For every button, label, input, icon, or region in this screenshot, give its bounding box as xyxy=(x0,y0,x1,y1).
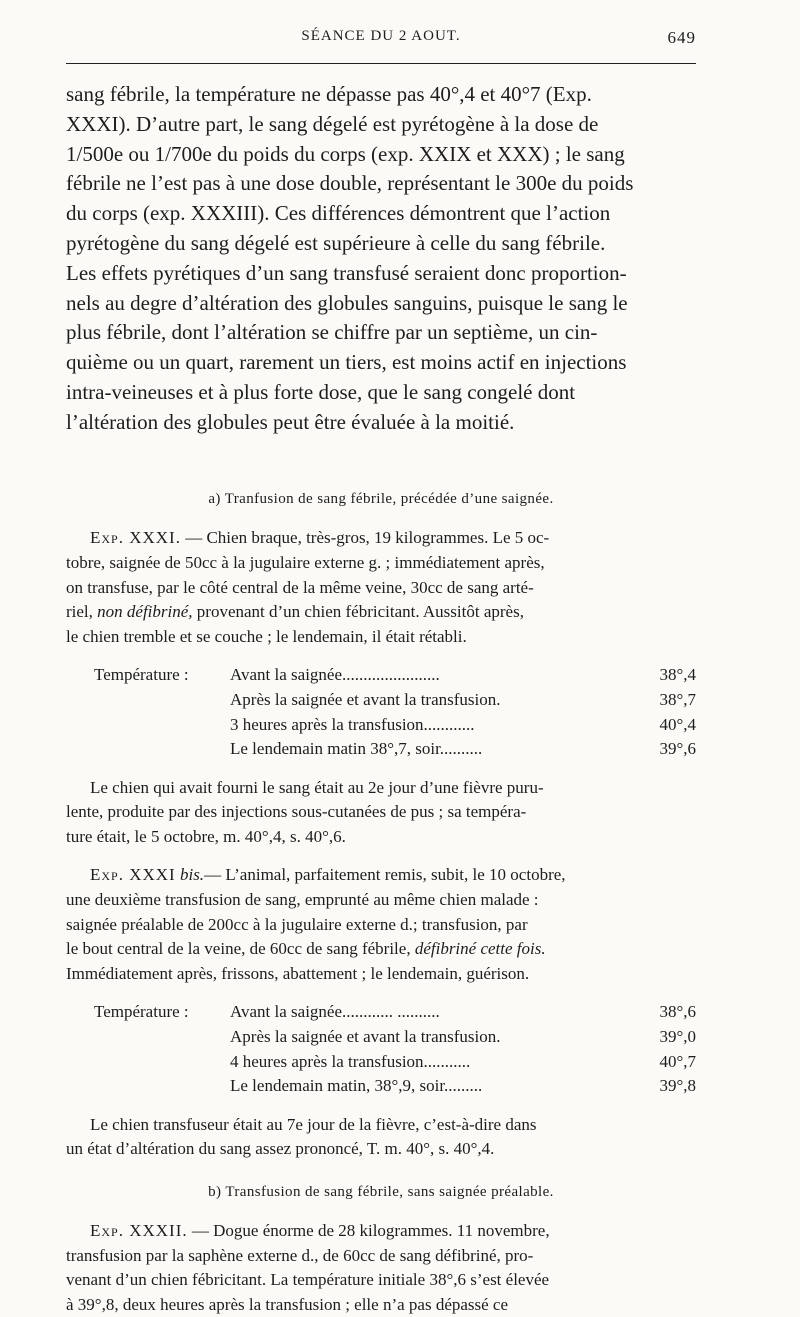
temperature-value: 38°,7 xyxy=(659,689,696,709)
temperature-value: 38°,4 xyxy=(659,665,696,685)
temperature-value: 40°,7 xyxy=(659,1051,696,1071)
exp-32-paragraph xyxy=(66,1219,696,1317)
text-line: Le chien transfuseur était au 7e jour de la fièvre, c’est-à-dire dans xyxy=(90,1114,537,1134)
temperature-heading: Température : xyxy=(94,1002,189,1022)
text-line: plus fébrile, dont l’altération se chiffre par un septième, un cin- xyxy=(66,320,598,345)
text-line: pyrétogène du sang dégelé est supérieure à celle du sang fébrile. xyxy=(66,230,606,255)
text-line: un état d’altération du sang assez prononcé, T. m. 40°, s. 40°,4. xyxy=(66,1139,495,1159)
italic-span: défibriné cette fois. xyxy=(414,939,546,959)
text-line xyxy=(66,863,696,888)
text-line xyxy=(66,526,696,551)
exp-31-paragraph xyxy=(66,526,696,649)
temperature-value: 40°,4 xyxy=(659,714,696,734)
text-line: Les effets pyrétiques d’un sang transfusé seraient donc proportion- xyxy=(66,260,627,285)
text-line: quième ou un quart, rarement un tiers, est moins actif en injections xyxy=(66,350,627,375)
text-line: sang fébrile, la température ne dépasse pas 40°,4 et 40°7 (Exp. xyxy=(66,82,592,106)
text-line xyxy=(66,1219,696,1244)
text-span: provenant d’un chien fébricitant. Aussitôt après, xyxy=(192,602,524,622)
exp-label: Exp. XXXI xyxy=(90,865,176,885)
header-rule xyxy=(66,63,696,64)
text-line xyxy=(66,600,696,625)
text-line xyxy=(66,937,696,962)
temperature-heading-spacer xyxy=(66,688,230,713)
temperature-table xyxy=(66,1000,696,1098)
temperature-row xyxy=(66,1050,696,1075)
text-line: venant d’un chien fébricitant. La température initiale 38°,6 s’est élevée xyxy=(66,1270,550,1290)
text-line: tobre, saignée de 50cc à la jugulaire externe g. ; immédiatement après, xyxy=(66,552,545,572)
temperature-heading-spacer xyxy=(66,1025,230,1050)
exp-label: Exp. XXXI. xyxy=(90,528,181,548)
text-span: — Chien braque, très-gros, 19 kilogrammes. Le 5 oc- xyxy=(180,528,550,548)
section-caption-b: b) Transfusion de sang fébrile, sans saignée préalable. xyxy=(208,1184,554,1201)
temperature-value: 38°,6 xyxy=(659,1002,696,1022)
temperature-label: Avant la saignée....................... xyxy=(230,665,440,685)
exp-31-bis-paragraph xyxy=(66,863,696,986)
temperature-table xyxy=(66,663,696,761)
text-span: riel, xyxy=(66,602,98,622)
exp-31-bis-note xyxy=(66,1113,696,1162)
text-line: Immédiatement après, frissons, abattement ; le lendemain, guérison. xyxy=(66,963,530,983)
page-content xyxy=(66,80,696,1317)
temperature-row xyxy=(66,737,696,762)
temperature-heading-spacer xyxy=(66,1074,230,1099)
text-line: une deuxième transfusion de sang, emprunté au même chien malade : xyxy=(66,890,539,910)
text-line: l’altération des globules peut être évaluée à la moitié. xyxy=(66,409,515,434)
intro-paragraph xyxy=(66,80,696,467)
text-line: à 39°,8, deux heures après la transfusion ; elle n’a pas dépassé ce xyxy=(66,1294,509,1314)
text-line: nels au degre d’altération des globules sanguins, puisque le sang le xyxy=(66,290,628,315)
temperature-row xyxy=(66,1074,696,1099)
section-caption-a: a) Tranfusion de sang fébrile, précédée d’une saignée. xyxy=(208,491,554,508)
text-line: saignée préalable de 200cc à la jugulaire externe d.; transfusion, par xyxy=(66,914,528,934)
temperature-value: 39°,0 xyxy=(659,1027,696,1047)
text-line: transfusion par la saphène externe d., de 60cc de sang défibriné, pro- xyxy=(66,1245,534,1265)
exp-label: Exp. XXXII. xyxy=(90,1221,188,1241)
running-title: SÉANCE DU 2 AOUT. xyxy=(301,28,461,44)
temperature-label: Le lendemain matin, 38°,9, soir......... xyxy=(230,1076,483,1096)
temperature-label: 4 heures après la transfusion........... xyxy=(230,1051,471,1071)
temperature-label: 3 heures après la transfusion............ xyxy=(230,714,475,734)
text-line: ture était, le 5 octobre, m. 40°,4, s. 40°,6. xyxy=(66,826,346,846)
page-number: 649 xyxy=(667,28,696,47)
text-line: le chien tremble et se couche ; le lendemain, il était rétabli. xyxy=(66,626,467,646)
temperature-heading-spacer xyxy=(66,737,230,762)
text-line: XXXI). D’autre part, le sang dégelé est pyrétogène à la dose de xyxy=(66,111,599,136)
temperature-heading-spacer xyxy=(66,713,230,738)
text-line: on transfuse, par le côté central de la même veine, 30cc de sang arté- xyxy=(66,577,534,597)
temperature-value: 39°,8 xyxy=(659,1076,696,1096)
text-line: intra-veineuses et à plus forte dose, que le sang congelé dont xyxy=(66,379,576,404)
temperature-row xyxy=(66,1000,696,1025)
temperature-label: Après la saignée et avant la transfusion. xyxy=(230,689,501,709)
text-line: 1/500e ou 1/700e du poids du corps (exp. XXIX et XXX) ; le sang xyxy=(66,141,625,166)
text-line: Le chien qui avait fourni le sang était au 2e jour d’une fièvre puru- xyxy=(90,777,544,797)
running-head xyxy=(66,28,696,54)
temperature-label: Le lendemain matin 38°,7, soir.......... xyxy=(230,739,483,759)
temperature-row xyxy=(66,663,696,688)
text-span: — L’animal, parfaitement remis, subit, le 10 octobre, xyxy=(204,865,566,885)
italic-span: bis. xyxy=(175,865,205,885)
text-line: du corps (exp. XXXIII). Ces différences démontrent que l’action xyxy=(66,201,611,226)
temperature-value: 39°,6 xyxy=(659,739,696,759)
temperature-heading-spacer xyxy=(66,1050,230,1075)
temperature-heading: Température : xyxy=(94,665,189,685)
temperature-label: Après la saignée et avant la transfusion. xyxy=(230,1027,501,1047)
temperature-row xyxy=(66,1025,696,1050)
temperature-row xyxy=(66,688,696,713)
text-span: le bout central de la veine, de 60cc de sang fébrile, xyxy=(66,939,415,959)
text-line: lente, produite par des injections sous-cutanées de pus ; sa tempéra- xyxy=(66,802,527,822)
temperature-label: Avant la saignée............ .......... xyxy=(230,1002,440,1022)
text-span: — Dogue énorme de 28 kilogrammes. 11 novembre, xyxy=(187,1221,550,1241)
italic-span: non défibriné, xyxy=(97,602,193,622)
temperature-row xyxy=(66,713,696,738)
text-line: fébrile ne l’est pas à une dose double, représentant le 300e du poids xyxy=(66,171,634,196)
exp-31-note xyxy=(66,776,696,850)
